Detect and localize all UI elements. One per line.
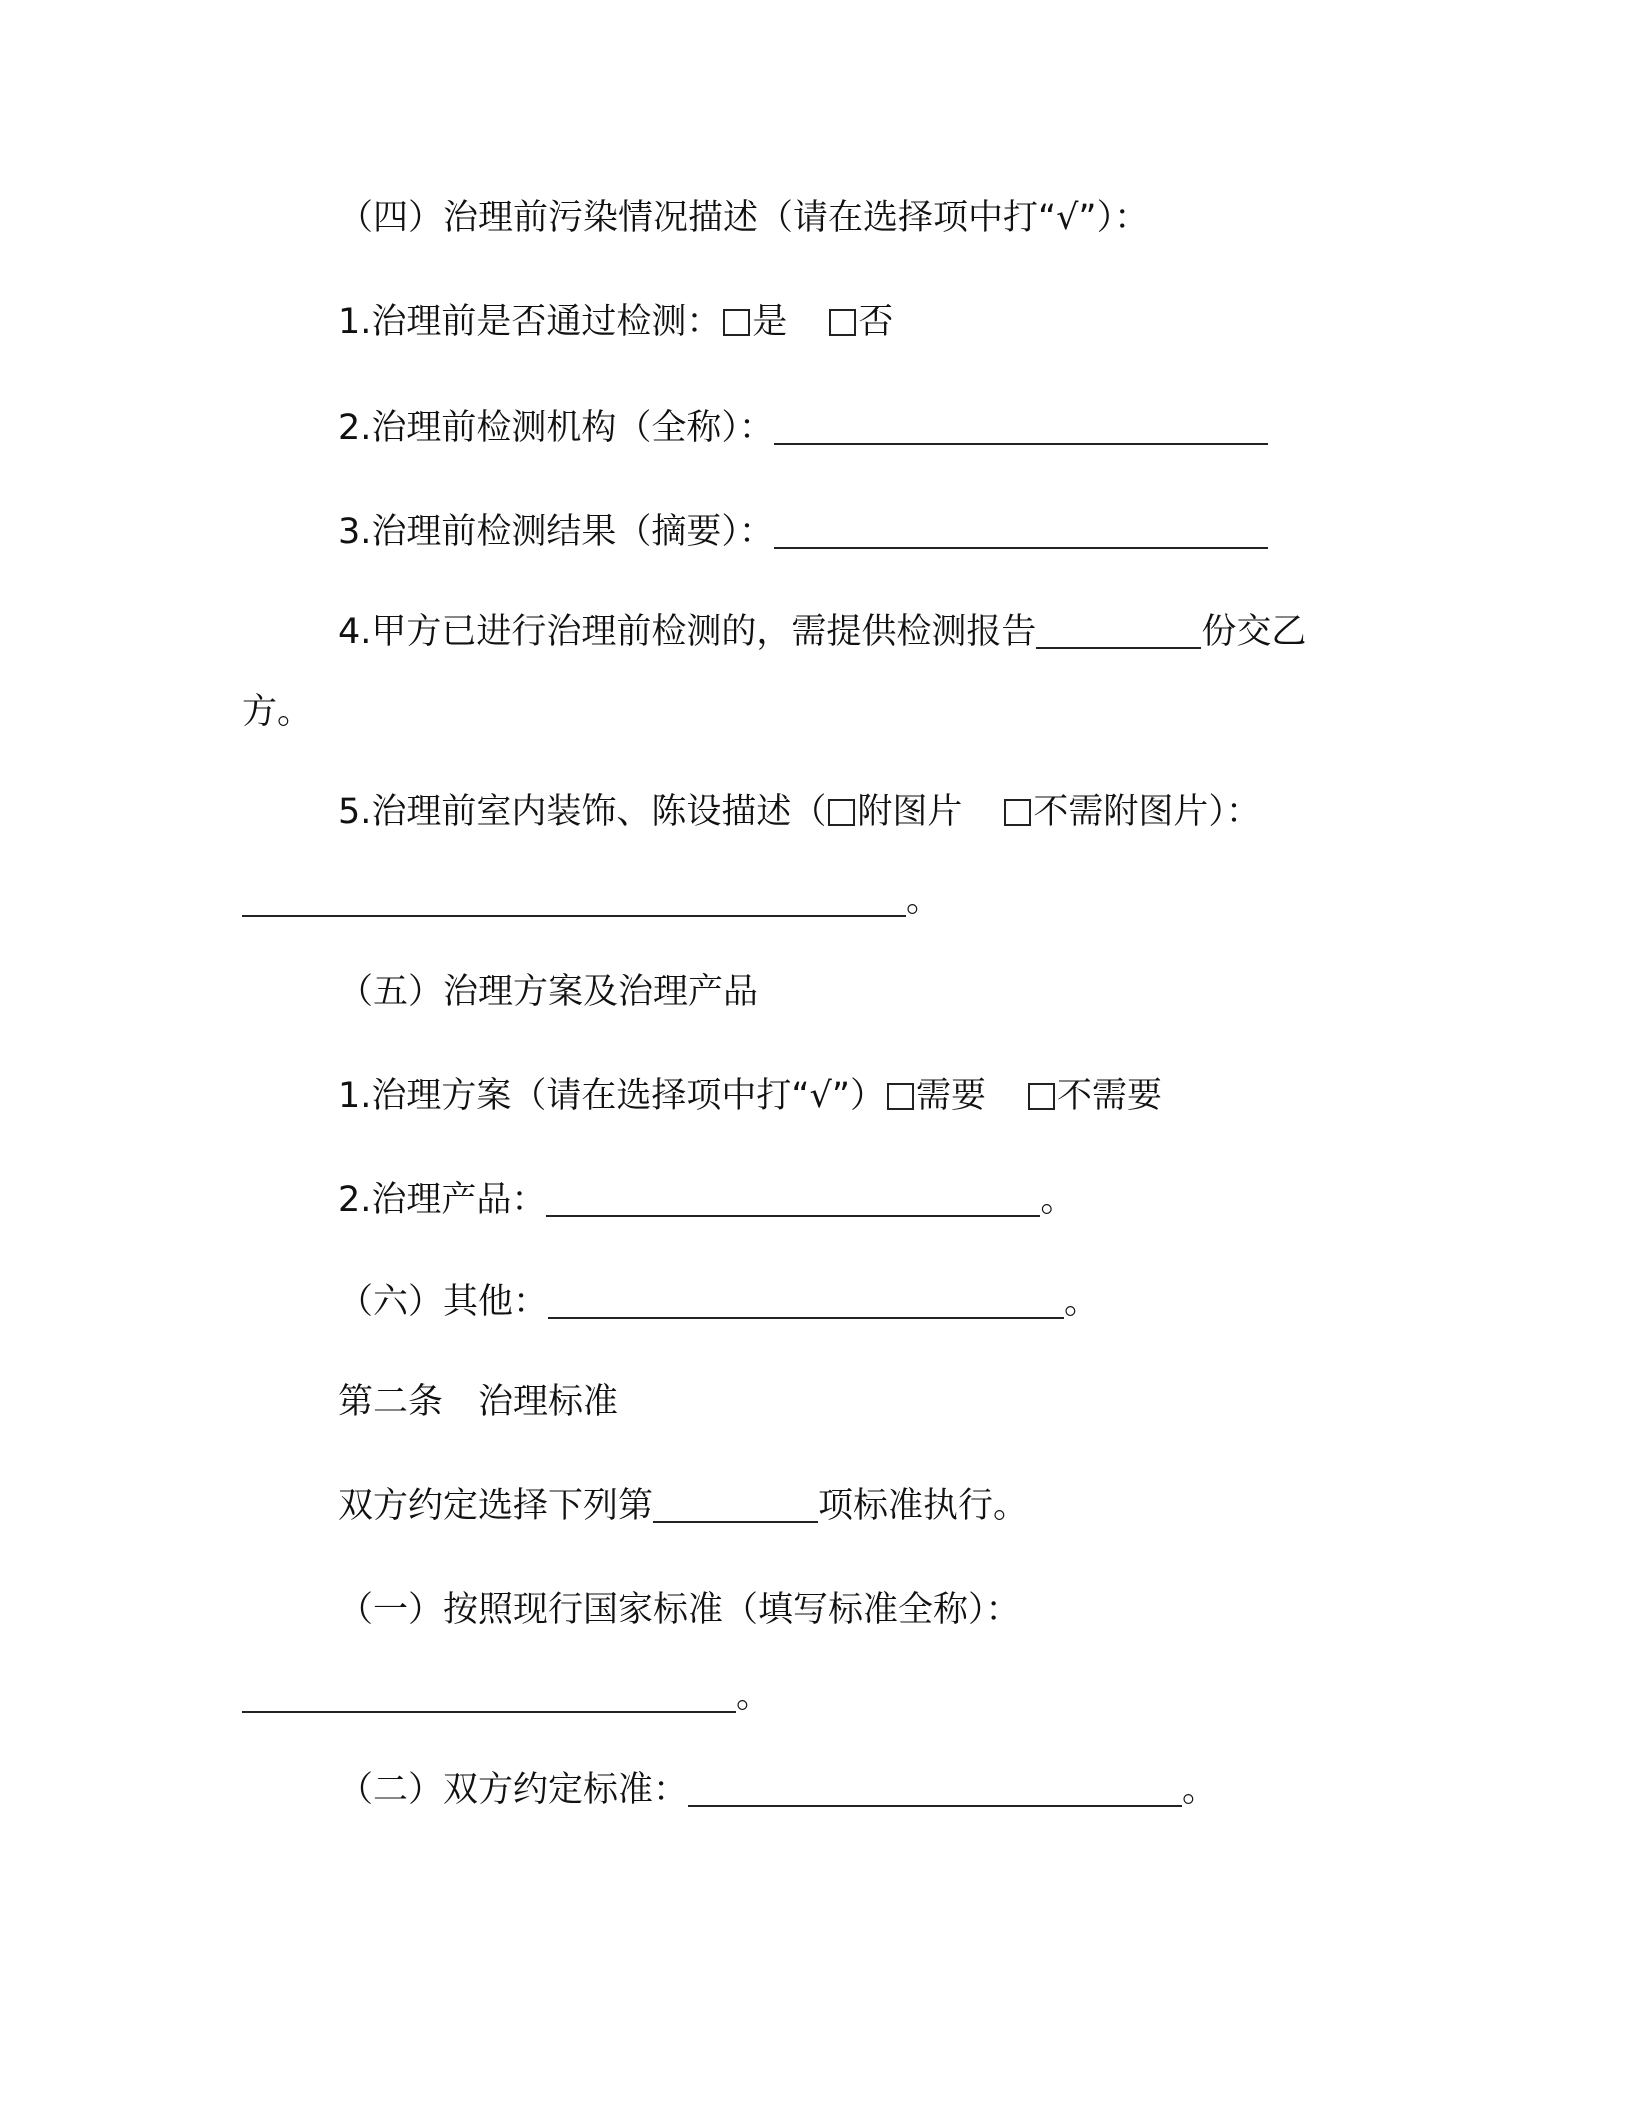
decoration-description-blank[interactable]	[242, 881, 906, 917]
article-2-agreement: 双方约定选择下列第 项标准执行。	[338, 1486, 1029, 1526]
checkbox-no[interactable]	[829, 309, 856, 336]
checkbox-attach-photos[interactable]	[828, 799, 855, 826]
s5-question-1: 1.治理方案（请在选择项中打“√”） 需要 不需要	[338, 1076, 1162, 1116]
testing-result-blank[interactable]	[774, 513, 1268, 549]
article-2-option-1-blank-line: 。	[242, 1672, 771, 1720]
s4-question-4-cont: 方。	[242, 692, 313, 732]
s4-question-2: 2.治理前检测机构（全称）：	[338, 404, 1268, 452]
standard-item-blank[interactable]	[653, 1487, 818, 1523]
checkbox-plan-needed[interactable]	[887, 1083, 914, 1110]
s5-question-2: 2.治理产品： 。	[338, 1180, 1076, 1220]
s4-question-1: 1.治理前是否通过检测： 是 否	[338, 302, 894, 342]
s4-question-5: 5.治理前室内装饰、陈设描述（ 附图片 不需附图片）：	[338, 792, 1261, 832]
article-2-option-1: （一）按照现行国家标准（填写标准全称）：	[338, 1590, 1021, 1630]
s4-question-5-blank-line: 。	[242, 876, 941, 924]
section-5-heading: （五）治理方案及治理产品	[338, 972, 759, 1012]
testing-agency-blank[interactable]	[774, 409, 1268, 445]
article-2-option-2: （二）双方约定标准： 。	[338, 1770, 1218, 1810]
article-2-heading: 第二条 治理标准	[338, 1382, 619, 1422]
other-blank[interactable]	[548, 1283, 1064, 1319]
national-standard-blank[interactable]	[242, 1677, 736, 1713]
s4-question-4: 4.甲方已进行治理前检测的，需提供检测报告 份交乙	[338, 612, 1307, 652]
agreed-standard-blank[interactable]	[688, 1771, 1182, 1807]
treatment-product-blank[interactable]	[546, 1181, 1040, 1217]
section-6-other: （六）其他： 。	[338, 1282, 1100, 1322]
checkbox-yes[interactable]	[723, 309, 750, 336]
section-4-heading: （四）治理前污染情况描述（请在选择项中打“√”）：	[338, 198, 1150, 238]
report-copies-blank[interactable]	[1036, 613, 1201, 649]
s4-question-3: 3.治理前检测结果（摘要）：	[338, 508, 1268, 556]
checkbox-no-photos[interactable]	[1004, 799, 1031, 826]
checkbox-plan-not-needed[interactable]	[1028, 1083, 1055, 1110]
